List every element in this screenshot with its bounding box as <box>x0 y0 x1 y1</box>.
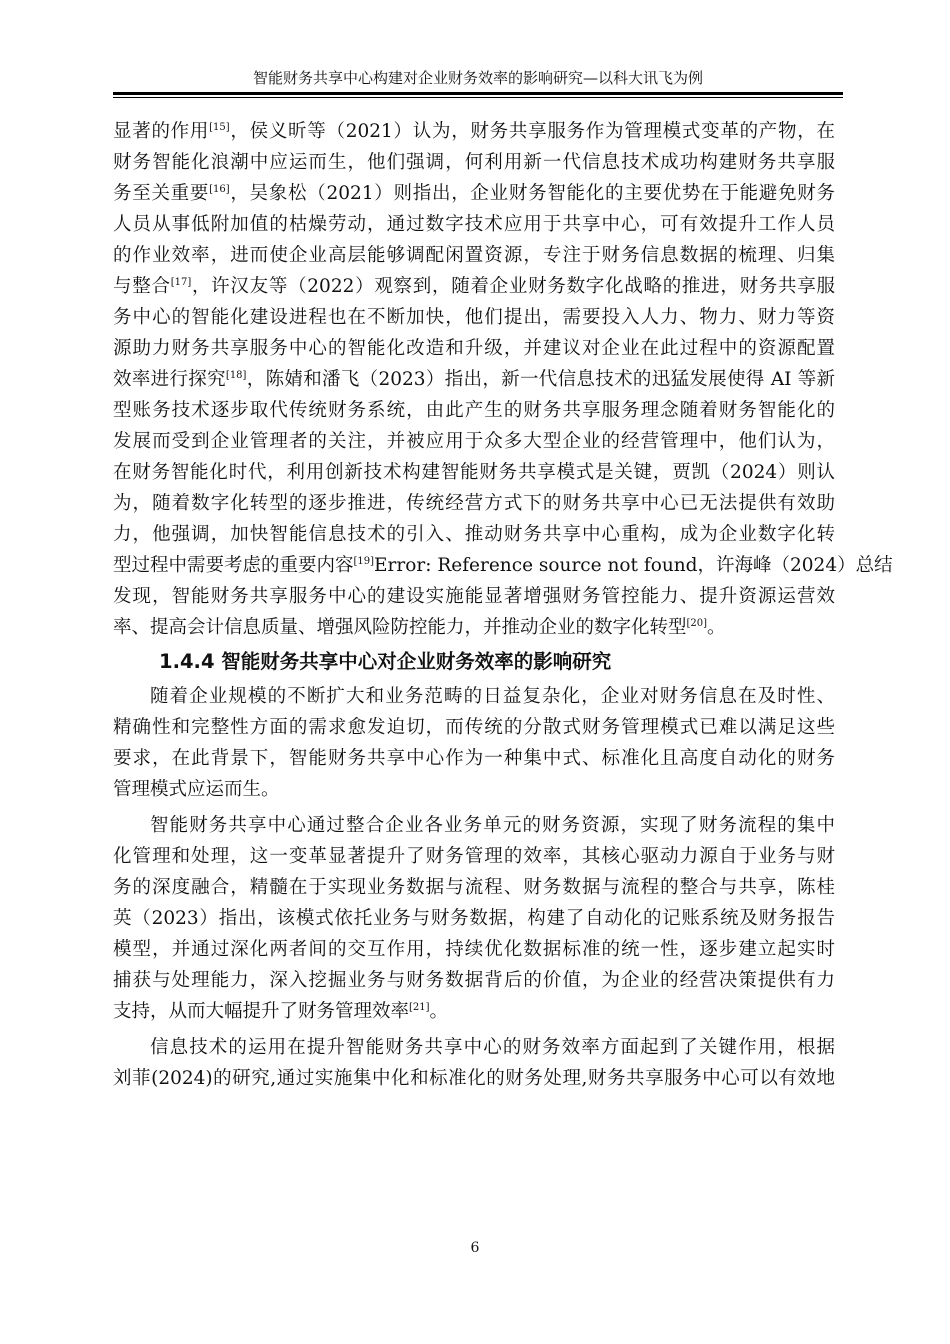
text-segment: 的作业效率，进而使企业高层能够调配闲置资源，专注于财务信息数据的梳理、归集 <box>113 245 835 266</box>
text-segment: 显著的作用 <box>113 121 210 142</box>
text-segment: ，陈婧和潘飞（2023）指出，新一代信息技术的迅猛发展使得 AI 等新 <box>246 369 835 390</box>
text-line <box>113 1032 835 1063</box>
section-heading: 1.4.4 智能财务共享中心对企业财务效率的影响研究 <box>159 650 612 673</box>
text-segment: 务至关重要 <box>113 183 210 204</box>
text-line <box>113 712 835 743</box>
text-line <box>113 147 835 178</box>
citation-marker: [18] <box>225 369 247 381</box>
text-segment: 。 <box>707 617 726 638</box>
text-segment: 型账务技术逐步取代传统财务系统，由此产生的财务共享服务理念随着财务智能化的 <box>113 400 835 421</box>
citation-marker: [15] <box>209 121 230 133</box>
text-segment: 效率进行探究 <box>113 369 226 390</box>
text-line <box>113 774 835 805</box>
text-segment: 与整合 <box>113 276 171 297</box>
text-segment: Error: Reference source not found，许海峰（2024）总结 <box>374 555 893 576</box>
text-segment: 财务智能化浪潮中应运而生，他们强调，何利用新一代信息技术成功构建财务共享服 <box>113 152 835 173</box>
text-segment: ，吴象松（2021）则指出，企业财务智能化的主要优势在于能避免财务 <box>229 183 835 204</box>
text-segment: ，许汉友等（2022）观察到，随着企业财务数字化战略的推进，财务共享服 <box>191 276 835 297</box>
text-line <box>113 934 835 965</box>
text-line <box>113 1063 835 1094</box>
text-segment: 刘菲(2024)的研究,通过实施集中化和标准化的财务处理,财务共享服务中心可以有效地 <box>113 1068 835 1089</box>
text-segment: 率、提高会计信息质量、增强风险防控能力，并推动企业的数字化转型 <box>113 617 687 638</box>
text-segment: 化管理和处理，这一变革显著提升了财务管理的效率，其核心驱动力源自于业务与财 <box>113 846 835 867</box>
text-line <box>113 996 835 1027</box>
text-segment: 英（2023）指出，该模式依托业务与财务数据，构建了自动化的记账系统及财务报告 <box>113 908 835 929</box>
page-number: 6 <box>470 1240 480 1256</box>
paragraph-literature-review <box>113 116 893 643</box>
text-line <box>113 965 835 996</box>
text-segment: 发现，智能财务共享服务中心的建设实施能显著增强财务管控能力、提升资源运营效 <box>113 586 835 607</box>
text-segment: 型过程中需要考虑的重要内容 <box>113 555 354 576</box>
citation-marker: [17] <box>170 276 192 288</box>
citation-marker: [21] <box>409 1001 430 1013</box>
text-segment: 捕获与处理能力，深入挖掘业务与财务数据背后的价值，为企业的经营决策提供有力 <box>113 970 835 991</box>
text-segment: 源助力财务共享服务中心的智能化改造和升级，并建议对企业在此过程中的资源配置 <box>113 338 835 359</box>
paragraph-background <box>113 681 835 805</box>
paragraph-information-technology <box>113 1032 835 1094</box>
text-line <box>113 810 835 841</box>
citation-marker: [20] <box>686 617 708 629</box>
text-segment: 务中心的智能化建设进程也在不断加快，他们提出，需要投入人力、物力、财力等资 <box>113 307 835 328</box>
citation-marker: [19] <box>353 555 375 567</box>
text-segment: 精确性和完整性方面的需求愈发迫切，而传统的分散式财务管理模式已难以满足这些 <box>113 717 835 738</box>
text-segment: 随着企业规模的不断扩大和业务范畴的日益复杂化，企业对财务信息在及时性、 <box>150 686 835 707</box>
text-line <box>113 681 835 712</box>
text-line <box>113 581 835 612</box>
text-line <box>113 240 835 271</box>
text-line <box>113 488 835 519</box>
text-segment: 模型，并通过深化两者间的交互作用，持续优化数据标准的统一性，逐步建立起实时 <box>113 939 835 960</box>
header-rule-thin <box>113 97 843 98</box>
text-segment: ，侯义昕等（2021）认为，财务共享服务作为管理模式变革的产物，在 <box>229 121 835 142</box>
body-content <box>113 116 893 1094</box>
text-line <box>113 395 835 426</box>
text-line <box>113 302 835 333</box>
text-segment: 。 <box>429 1001 449 1022</box>
header-rule-thick <box>113 92 843 95</box>
text-segment: 支持，从而大幅提升了财务管理效率 <box>113 1001 410 1022</box>
text-line <box>113 612 835 643</box>
text-segment: 智能财务共享中心通过整合企业各业务单元的财务资源，实现了财务流程的集中 <box>150 815 835 836</box>
text-segment: 为，随着数字化转型的逐步推进，传统经营方式下的财务共享中心已无法提供有效助 <box>113 493 835 514</box>
text-segment: 管理模式应运而生。 <box>113 779 280 800</box>
text-line <box>113 903 835 934</box>
paragraph-integration <box>113 810 835 1027</box>
text-line <box>113 550 893 581</box>
text-line <box>113 872 835 903</box>
text-line <box>113 364 835 395</box>
text-segment: 人员从事低附加值的枯燥劳动，通过数字技术应用于共享中心，可有效提升工作人员 <box>113 214 835 235</box>
text-line <box>113 271 835 302</box>
text-line <box>113 178 835 209</box>
text-segment: 力，他强调，加快智能信息技术的引入、推动财务共享中心重构，成为企业数字化转 <box>113 524 835 545</box>
text-line <box>113 841 835 872</box>
text-line <box>113 333 835 364</box>
text-line <box>113 457 835 488</box>
text-line <box>113 743 835 774</box>
text-segment: 务的深度融合，精髓在于实现业务数据与流程、财务数据与流程的整合与共享，陈桂 <box>113 877 835 898</box>
text-line <box>113 426 835 457</box>
text-line <box>113 209 835 240</box>
text-line <box>113 519 835 550</box>
text-segment: 信息技术的运用在提升智能财务共享中心的财务效率方面起到了关键作用，根据 <box>150 1037 835 1058</box>
text-segment: 发展而受到企业管理者的关注，并被应用于众多大型企业的经营管理中，他们认为， <box>113 431 835 452</box>
text-line <box>113 116 835 147</box>
running-header: 智能财务共享中心构建对企业财务效率的影响研究—以科大讯飞为例 <box>252 69 703 87</box>
citation-marker: [16] <box>209 183 230 195</box>
text-segment: 要求，在此背景下，智能财务共享中心作为一种集中式、标准化且高度自动化的财务 <box>113 748 835 769</box>
text-segment: 在财务智能化时代，利用创新技术构建智能财务共享模式是关键，贾凯（2024）则认 <box>113 462 835 483</box>
